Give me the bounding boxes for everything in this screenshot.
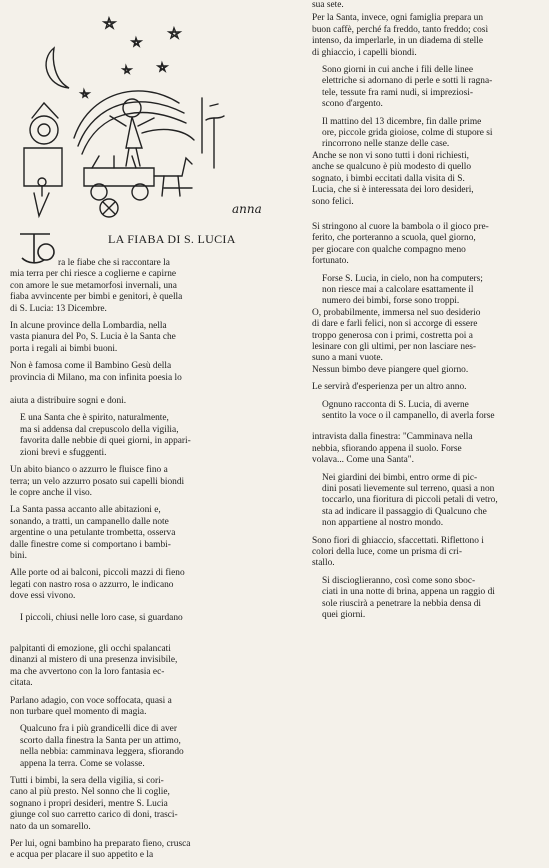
paragraph: Anche se non vi sono tutti i doni richiesti, anche se qualcuno è più modesto di quello sognato, i bimbi eccitati dalla visita di S. Lucia, che si è interessata dei loro desideri, sono felici.	[312, 150, 474, 207]
drawing-signature: anna	[232, 202, 262, 216]
paragraph: Sono giorni in cui anche i fili delle linee elettriche si adornano di perle e sotti li ragna- tele, tessute fra rami nudi, si impreziosi- scono d'argento.	[322, 65, 493, 110]
paragraph: Nessun bimbo deve piangere quel giorno.	[312, 364, 469, 375]
paragraph: Qualcuno fra i più grandicelli dice di aver scorto dalla finestra la Santa per un attimo, nella nebbia: camminava leggera, sfiorando appena la terra. Come se volasse.	[20, 724, 184, 769]
article-title: LA FIABA DI S. LUCIA	[108, 232, 236, 246]
paragraph: Ognuno racconta di S. Lucia, di averne sentito la voce o il campanello, di averla forse	[322, 399, 495, 421]
paragraph: mia terra per chi riesce a coglierne e capirne con amore le sue metamorfosi invernali, una fiaba avvincente per bimbi e genitori, è quella di S. Lucia: 13 Dicembre.	[10, 269, 183, 314]
paragraph: ra le fiabe che si raccontare la	[58, 258, 170, 268]
paragraph: Nei giardini dei bimbi, entro orme di pic- dini posati lievemente sul terreno, quasi a non toccarlo, una fioritura di piccoli petali di vetro, sta ad indicare il passaggio di Qualcuno che non appartiene al nostro mondo.	[322, 472, 498, 529]
paragraph: In alcune province della Lombardia, nella vasta pianura del Po, S. Lucia è la Santa che porta i regali ai bimbi buoni.	[10, 321, 176, 354]
paragraph: I piccoli, chiusi nelle loro case, si guardano	[20, 612, 183, 623]
paragraph: Si discioglieranno, così come sono sboc- ciati in una notte di brina, appena un raggio di sole riuscirà a penetrare la nebbia densa di quei giorni.	[322, 575, 495, 621]
paragraph: Sono fiori di ghiaccio, sfaccettati. Riflettono i colori della luce, come un prisma di cri- stallo.	[312, 535, 484, 569]
paragraph: Parlano adagio, con voce soffocata, quasi a non turbare quel momento di magia.	[10, 695, 172, 717]
paragraph: Un abito bianco o azzurro le fluisce fino a terra; un velo azzurro posato sui capelli biondi le copre anche il viso.	[10, 465, 185, 498]
paragraph: Tutti i bimbi, la sera della vigilia, si cori- cano al più presto. Nel sonno che li coglie, sognano i propri desideri, mentre S. Lucia giunge col suo carretto carico di doni, trasci- nato da un somarello.	[10, 776, 178, 832]
paragraph: intravista dalla finestra: "Camminava nella nebbia, sfiorando appena il suolo. Forse volava... Come una Santa".	[312, 432, 473, 466]
left-column-text	[10, 258, 300, 868]
right-column-text	[312, 0, 542, 628]
paragraph: Non è famosa come il Bambino Gesù della provincia di Milano, ma con infinita poesia lo	[10, 361, 182, 383]
paragraph: Per lui, ogni bambino ha preparato fieno, crusca e acqua per placare il suo appetito e la	[10, 839, 191, 861]
paragraph: Il mattino del 13 dicembre, fin dalle prime ore, piccole grida gioiose, colme di stupore si rincorrono nelle stanze delle case.	[322, 116, 493, 150]
paragraph: aiuta a distribuire sogni e doni.	[10, 396, 127, 407]
paragraph: O, probabilmente, immersa nel suo desiderio di dare e farli felici, non si accorge di essere troppo generosa con i primi, costretta poi a lesinare con gli ultimi, per non lasciare nes- suno a mani vuote.	[312, 307, 481, 364]
paragraph: Si stringono al cuore la bambola o il gioco pre- ferito, che porteranno a scuola, quel giorno, per giocare con qualche compagno meno fortunato.	[312, 221, 489, 267]
paragraph: La Santa passa accanto alle abitazioni e, sonando, a tratti, un campanello dalle note argentine o una petulante trombetta, osserva dalle finestre come si comportano i bambi- bini.	[10, 505, 176, 561]
paragraph: palpitanti di emozione, gli occhi spalancati dinanzi al mistero di una presenza invisibile, ma che avvertono con la loro fantasia ec- citata.	[10, 643, 178, 689]
paragraph: È una Santa che è spirito, naturalmente, ma si addensa dal crepuscolo della vigilia, favorita dalle nebbie di quei giorni, in appari- zioni brevi e sfuggenti.	[20, 413, 191, 458]
paragraph: sua sete.	[312, 0, 344, 10]
paragraph: Forse S. Lucia, in cielo, non ha computers; non riesce mai a calcolare esattamente il numero dei bimbi, forse sono troppi.	[322, 273, 483, 307]
paragraph: Alle porte od ai balconi, piccoli mazzi di fieno legati con nastro rosa o azzurro, le indicano dove essi vivono.	[10, 568, 185, 602]
child-drawing-illustration	[14, 8, 304, 233]
paragraph: Le servirà d'esperienza per un altro anno.	[312, 382, 467, 393]
paragraph: Per la Santa, invece, ogni famiglia prepara un buon caffè, perché fa freddo, tanto freddo; così intenso, da imperlarle, in un diadema di stelle di ghiaccio, i capelli biondi.	[312, 13, 489, 58]
